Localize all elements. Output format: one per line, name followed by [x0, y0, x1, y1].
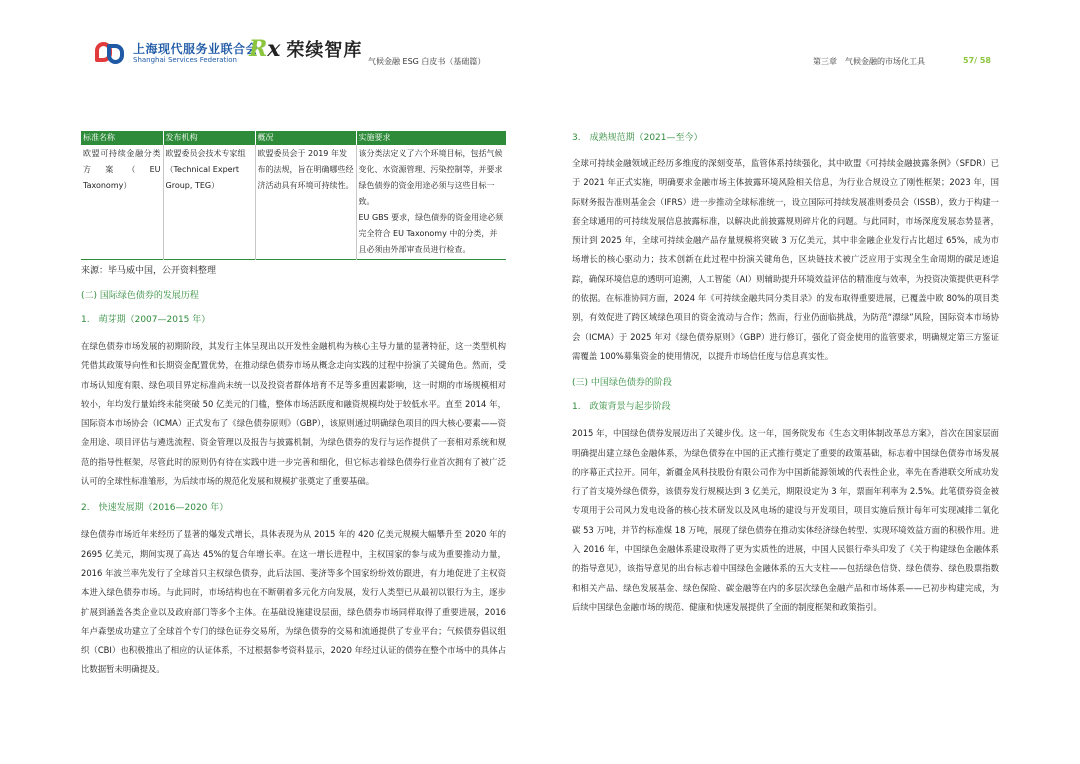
subsection-heading: 3. 成熟规范期（2021—至今） [572, 133, 703, 143]
rx-logo [249, 36, 362, 62]
subsection-heading: 1. 政策背景与起步阶段 [572, 402, 671, 413]
table-header: 实施要求 [356, 131, 506, 145]
section-heading: (三) 中国绿色债券的阶段 [572, 378, 672, 389]
table-header: 发布机构 [163, 131, 255, 145]
requirement-text: 该分类法定义了六个环境目标，包括气候变化、水资源管理、污染控制等，并要求绿色债券的资金用途必须与这些目标一致。 [358, 149, 503, 206]
table-cell-publisher: 欧盟委员会技术专家组（Technical Expert Group, TEG） [163, 145, 255, 260]
subsection-heading: 2. 快速发展期（2016—2020 年） [81, 503, 229, 514]
paragraph: 在绿色债券市场发展的初期阶段，其发行主体呈现出以开发性金融机构为核心主导力量的显著特征，这一类型机构凭借其政策导向性和长期资金配置优势，在推动绿色债券市场从概念走向实践的过程中扮演了关键角色。然而，受市场认知度有限、绿色项目界定标准尚未统一以及投资者群体培育不足等多重因素影响，这一时期的市场规模相对较小，年均发行量始终未能突破 50 亿美元的门槛，整体市场活跃度和融资规模均处于较低水平。直至 2014 年，国际资本市场协会（ICMA）正式发布了《绿色债券原则》（GBP），该原则通过明确绿色项目的四大核心要素——资金用途、项目评估与遴选流程、资金管理以及报告与披露机制，为绿色债券的发行与运作提供了一套相对系统和规范的指导性框架，尽管此时的原则仍有待在实践中进一步完善和细化，但它标志着绿色债券行业首次拥有了被广泛认可的全球性标准雏形，为后续市场的规范化发展和规模扩张奠定了重要基础。 [81, 341, 506, 487]
paragraph: 绿色债券市场近年来经历了显著的爆发式增长，具体表现为从 2015 年的 420 亿美元规模大幅攀升至 2020 年的 2695 亿美元，期间实现了高达 45%的复合年增长率。在这一增长进程中，主权国家的参与成为重要推动力量，2016 年波兰率先发行了全球首只主权绿色债券，此后法国、斐济等多个国家纷纷效仿跟进，有力地促进了主权资本进入绿色债券市场。与此同时，市场结构也在不断朝着多元化方向发展，发行人类型已从最初以银行为主，逐步扩展到涵盖各类企业以及政府部门等多个主体。在基础设施建设层面，绿色债券市场同样取得了重要进展，2016 年卢森堡成功建立了全球首个专门的绿色证券交易所，为绿色债券的交易和流通提供了专业平台；气候债券倡议组织（CBI）也积极推出了相应的认证体系，不过根据参考资料显示，2020 年经过认证的债券在整个市场中的具体占比数据暂未明确提及。 [81, 529, 506, 675]
rx-logo-icon: Rx [249, 36, 281, 62]
brand-name: 荣续智库 [286, 40, 363, 61]
table-cell-name: 欧盟可持续金融分类方案（EU Taxonomy） [81, 145, 163, 260]
requirement-text: EU GBS 要求，绿色债券的资金用途必须完全符合 EU Taxonomy 中的分类，并且必须由外部审查员进行检查。 [358, 213, 504, 254]
table-header-row [81, 131, 506, 145]
page-header [0, 0, 1080, 80]
standard-table [81, 131, 506, 260]
right-column [572, 131, 999, 617]
table-cell-requirements [356, 145, 506, 260]
paragraph: 2015 年，中国绿色债券发展迈出了关键步伐。这一年，国务院发布《生态文明体制改革总方案》，首次在国家层面明确提出建立绿色金融体系，为绿色债券在中国的正式推行奠定了重要的政策基础，标志着中国绿色债券市场发展的序幕正式拉开。同年，新疆金风科技股份有限公司作为中国新能源领域的代表性企业，率先在香港联交所成功发行了首支境外绿色债券，该债券发行规模达到 3 亿美元，期限设定为 3 年，票面年利率为 2.5%。此笔债券资金被专项用于公司风力发电设备的核心技术研发以及风电场的建设与开发项目，项目实施后预计每年可实现减排二氧化碳 53 万吨，并节约标准煤 18 万吨，展现了绿色债券在推动实体经济绿色转型、实现环境效益方面的积极作用。进入 2016 年，中国绿色金融体系建设取得了更为实质性的进展，中国人民银行牵头印发了《关于构建绿色金融体系的指导意见》，该指导意见的出台标志着中国绿色金融体系的五大支柱——包括绿色信贷、绿色债券、绿色股票指数和相关产品、绿色发展基金、绿色保险、碳金融等在内的多层次绿色金融产品和市场体系——已初步构建完成，为后续中国绿色金融市场的规范、健康和快速发展提供了全面的制度框架和政策指引。 [572, 428, 999, 612]
chapter-title: 第三章 气候金融的市场化工具 [813, 57, 925, 66]
table-cell-overview: 欧盟委员会于 2019 年发布的法规，旨在明确哪些经济活动具有环境可持续性。 [255, 145, 356, 260]
org-name-en: Shanghai Services Federation [133, 55, 237, 64]
section-heading: (二) 国际绿色债券的发展历程 [81, 291, 199, 301]
ssf-logo-icon [95, 40, 127, 66]
table-header: 标准名称 [81, 131, 163, 145]
table-row [81, 145, 506, 260]
org-name-cn: 上海现代服务业联合会 [133, 41, 259, 56]
table-header: 概况 [255, 131, 356, 145]
subsection-heading: 1. 萌芽期（2007—2015 年） [81, 315, 211, 325]
paragraph: 全球可持续金融领域正经历多维度的深刻变革，监管体系持续强化，其中欧盟《可持续金融披露条例》（SFDR）已于 2021 年正式实施，明确要求金融市场主体披露环境风险相关信息，为行业合规设立了刚性框架；2023 年，国际财务报告准则基金会（IFRS）进一步推动全球标准统一，设立国际可持续发展准则委员会（ISSB），致力于构建一套全球通用的可持续发展信息披露标准，以解决此前披露规则碎片化的问题。与此同时，市场深度发展态势显著，预计到 2025 年，全球可持续金融产品存量规模将突破 3 万亿美元，其中非金融企业发行占比超过 65%，成为市场增长的核心驱动力；技术创新在此过程中扮演关键角色，区块链技术被广泛应用于实现全生命周期的碳足迹追踪，确保环境信息的透明可追溯，人工智能（AI）则辅助提升环境效益评估的精准度与效率，为投资决策提供更科学的依据。在标准协同方面，2024 年《可持续金融共同分类目录》的发布取得重要进展，已覆盖中欧 80%的项目类别，有效促进了跨区域绿色项目的资金流动与合作；然而，行业仍面临挑战，为防范“漂绿”风险，国际资本市场协会（ICMA）于 2025 年对《绿色债券原则》（GBP）进行修订，强化了资金使用的监管要求，明确规定第三方鉴证需覆盖 100%募集资金的使用情况，以提升市场信任度与信息真实性。 [572, 158, 999, 361]
page-number: 57/ 58 [963, 56, 991, 65]
ssf-logo [95, 40, 258, 66]
table-source: 来源：毕马威中国，公开资料整理 [81, 266, 217, 276]
left-column [81, 131, 506, 680]
document-title: 气候金融 ESG 白皮书（基础篇） [368, 57, 486, 66]
